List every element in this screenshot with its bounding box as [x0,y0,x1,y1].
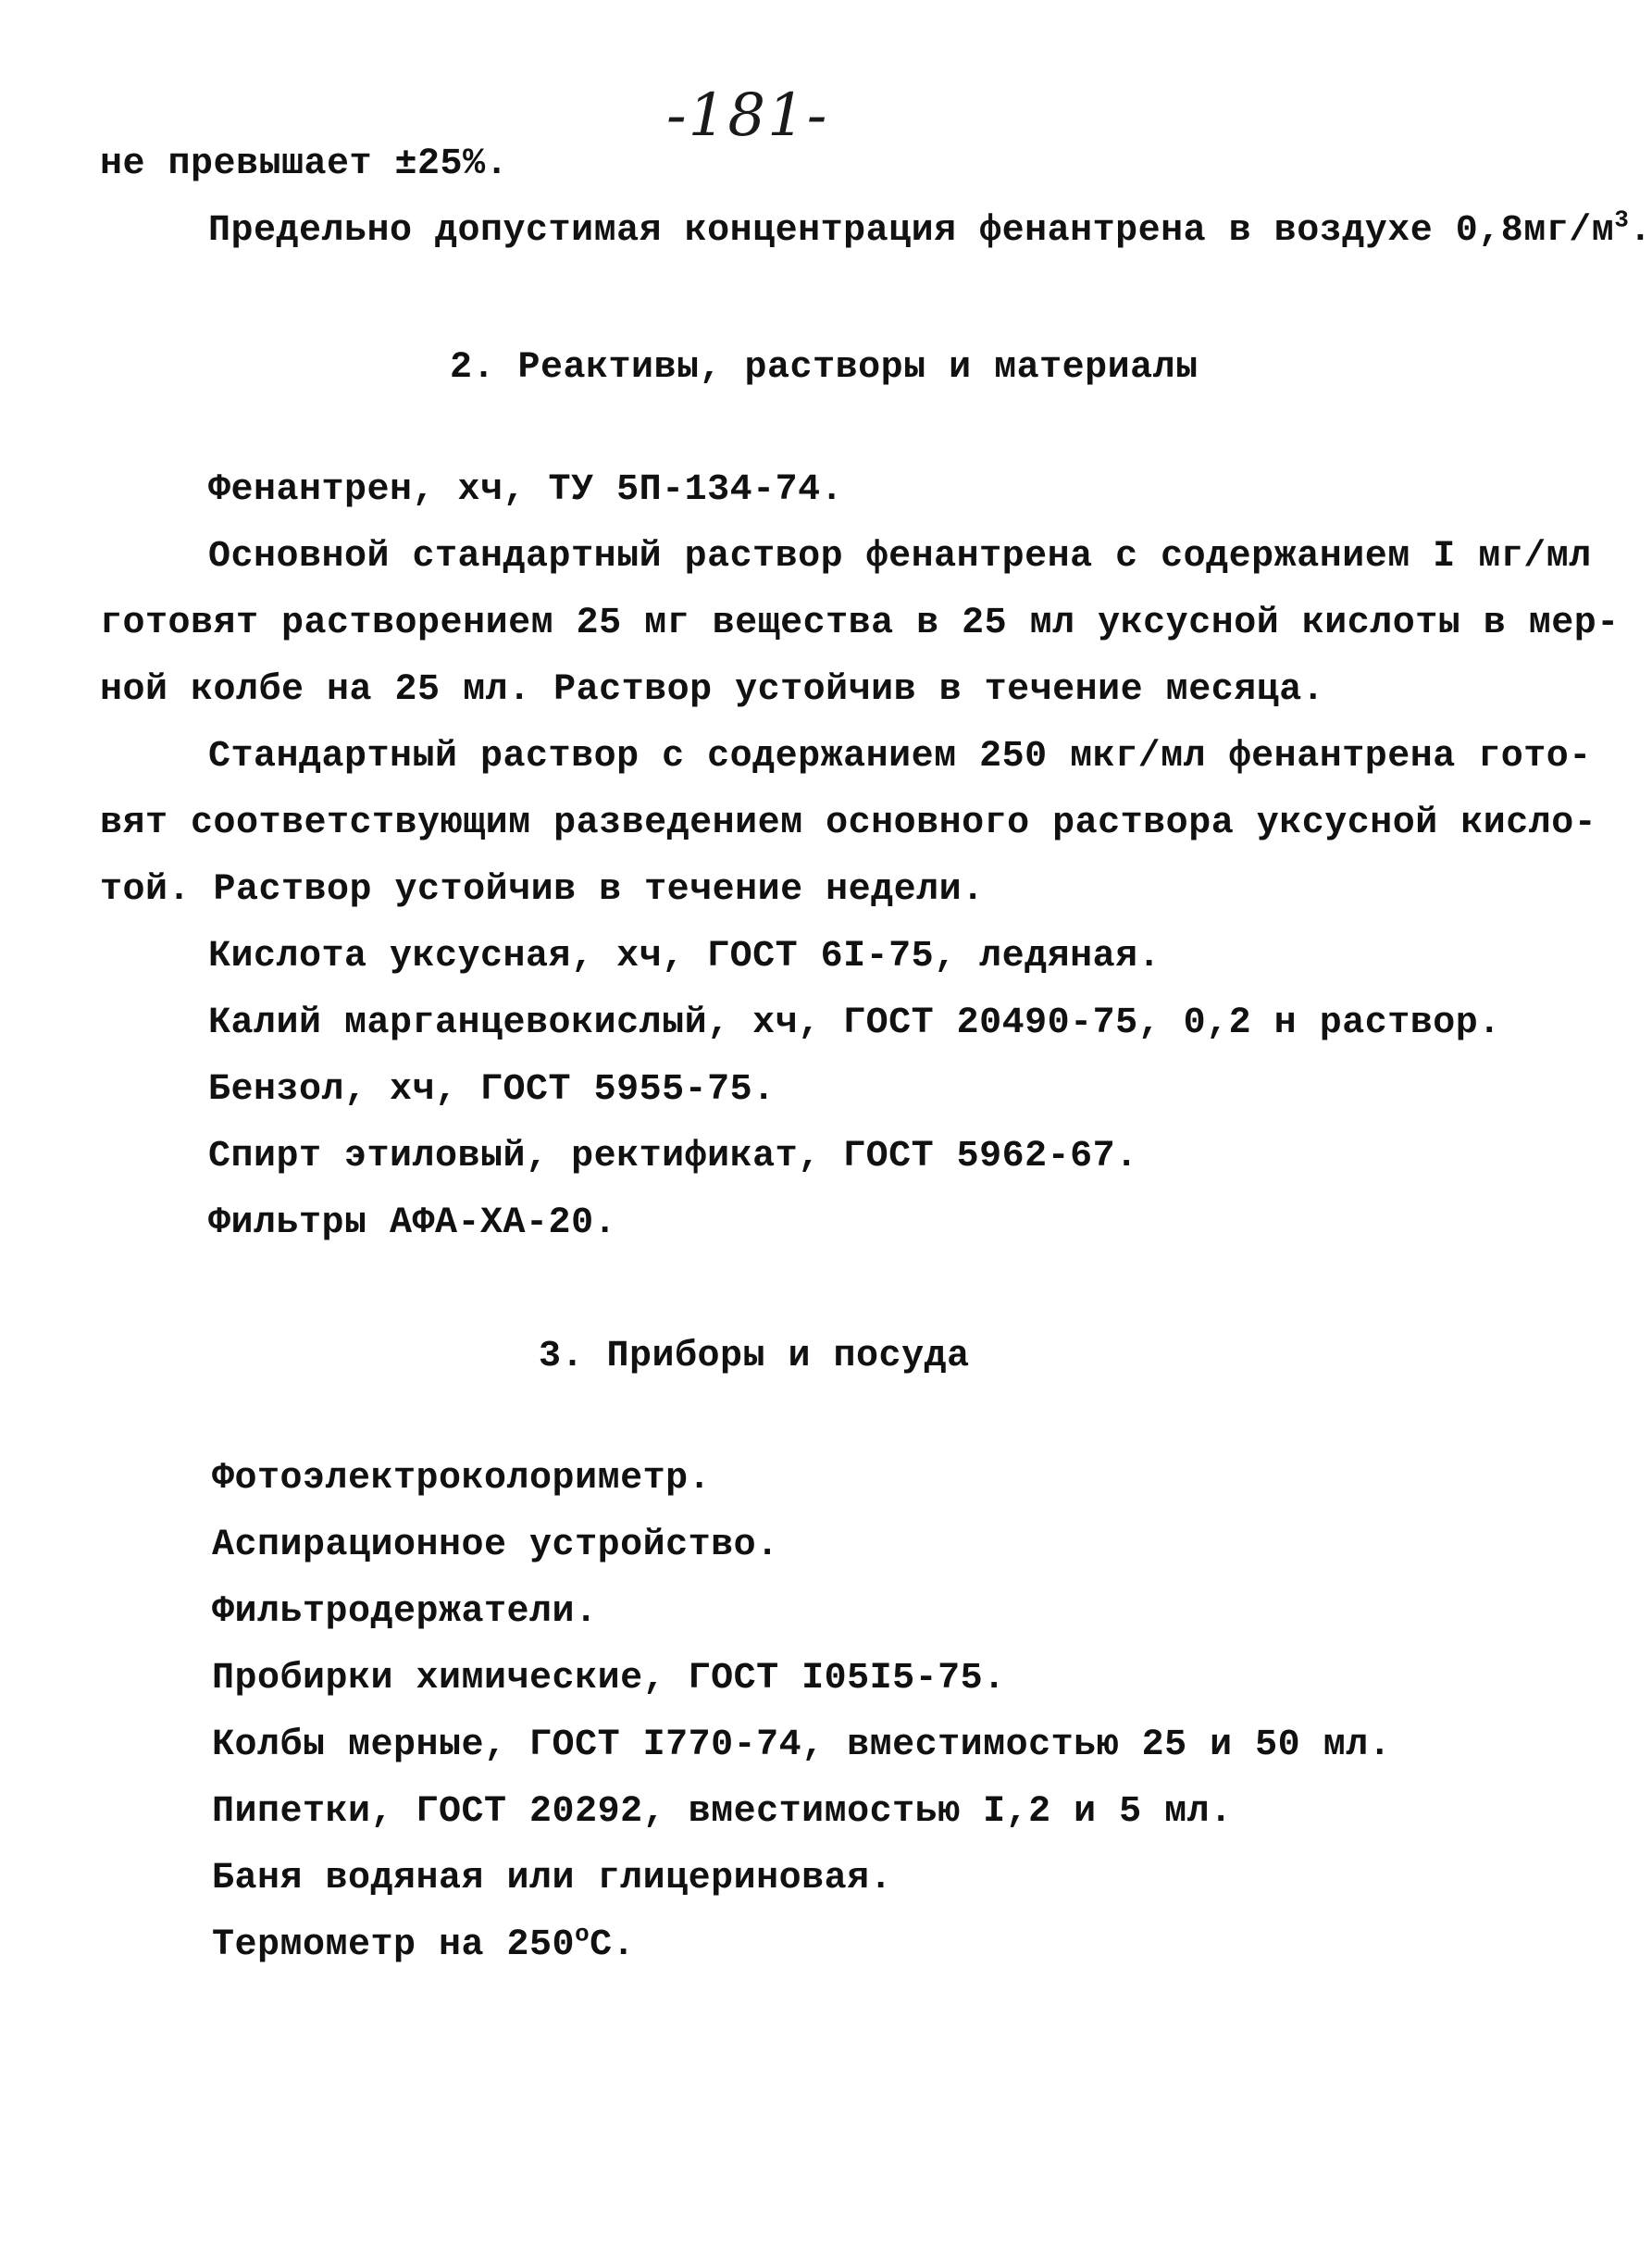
intro-line-2-text: Предельно допустимая концентрация фенантрена в воздухе 0,8мг/м [208,210,1615,252]
section-2-line: Кислота уксусная, хч, ГОСТ 6I-75, ледяная. [208,936,1161,977]
section-2-line: Стандартный раствор с содержанием 250 мкг/мл фенантрена гото- [208,736,1592,778]
intro-line-2-end: . [1629,210,1652,252]
section-3-line: Фильтродержатели. [212,1591,598,1633]
section-2-line: Бензол, хч, ГОСТ 5955-75. [208,1069,776,1111]
section-2-line: Основной стандартный раствор фенантрена с содержанием I мг/мл [208,536,1592,578]
intro-line-2-superscript: 3 [1614,205,1630,234]
section-2-line: Спирт этиловый, ректификат, ГОСТ 5962-67. [208,1136,1138,1177]
section-2-line: той. Раствор устойчив в течение недели. [100,869,985,911]
section-2-line: Калий марганцевокислый, хч, ГОСТ 20490-75, 0,2 н раствор. [208,1002,1501,1044]
intro-line-2 [208,205,1652,254]
section-2-heading: 2. Реактивы, растворы и материалы [450,347,1199,389]
section-3-last-line [212,1920,636,1968]
page-number: -181- [666,81,829,150]
section-3-last-line-end: С. [590,1924,636,1966]
section-3-heading: 3. Приборы и посуда [539,1336,970,1377]
section-2-line: вят соответствующим разведением основного раствора уксусной кисло- [100,803,1597,844]
section-3-line: Колбы мерные, ГОСТ I770-74, вместимостью 25 и 50 мл. [212,1724,1392,1766]
section-2-line: Фильтры АФА-ХА-20. [208,1202,617,1244]
degree-superscript: о [575,1920,590,1948]
section-3-line: Пробирки химические, ГОСТ I05I5-75. [212,1658,1006,1699]
section-3-line: Баня водяная или глицериновая. [212,1858,893,1899]
section-3-line: Фотоэлектроколориметр. [212,1458,712,1500]
intro-line-1: не превышает ±25%. [100,143,509,185]
section-3-line: Пипетки, ГОСТ 20292, вместимостью I,2 и 5 мл. [212,1791,1233,1833]
section-2-line: готовят растворением 25 мг вещества в 25 мл уксусной кислоты в мер- [100,603,1620,644]
section-3-line: Аспирационное устройство. [212,1525,779,1566]
section-2-line: Фенантрен, хч, ТУ 5П-134-74. [208,469,844,511]
section-3-last-line-text: Термометр на 250 [212,1924,576,1966]
section-2-line: ной колбе на 25 мл. Раствор устойчив в течение месяца. [100,669,1325,711]
